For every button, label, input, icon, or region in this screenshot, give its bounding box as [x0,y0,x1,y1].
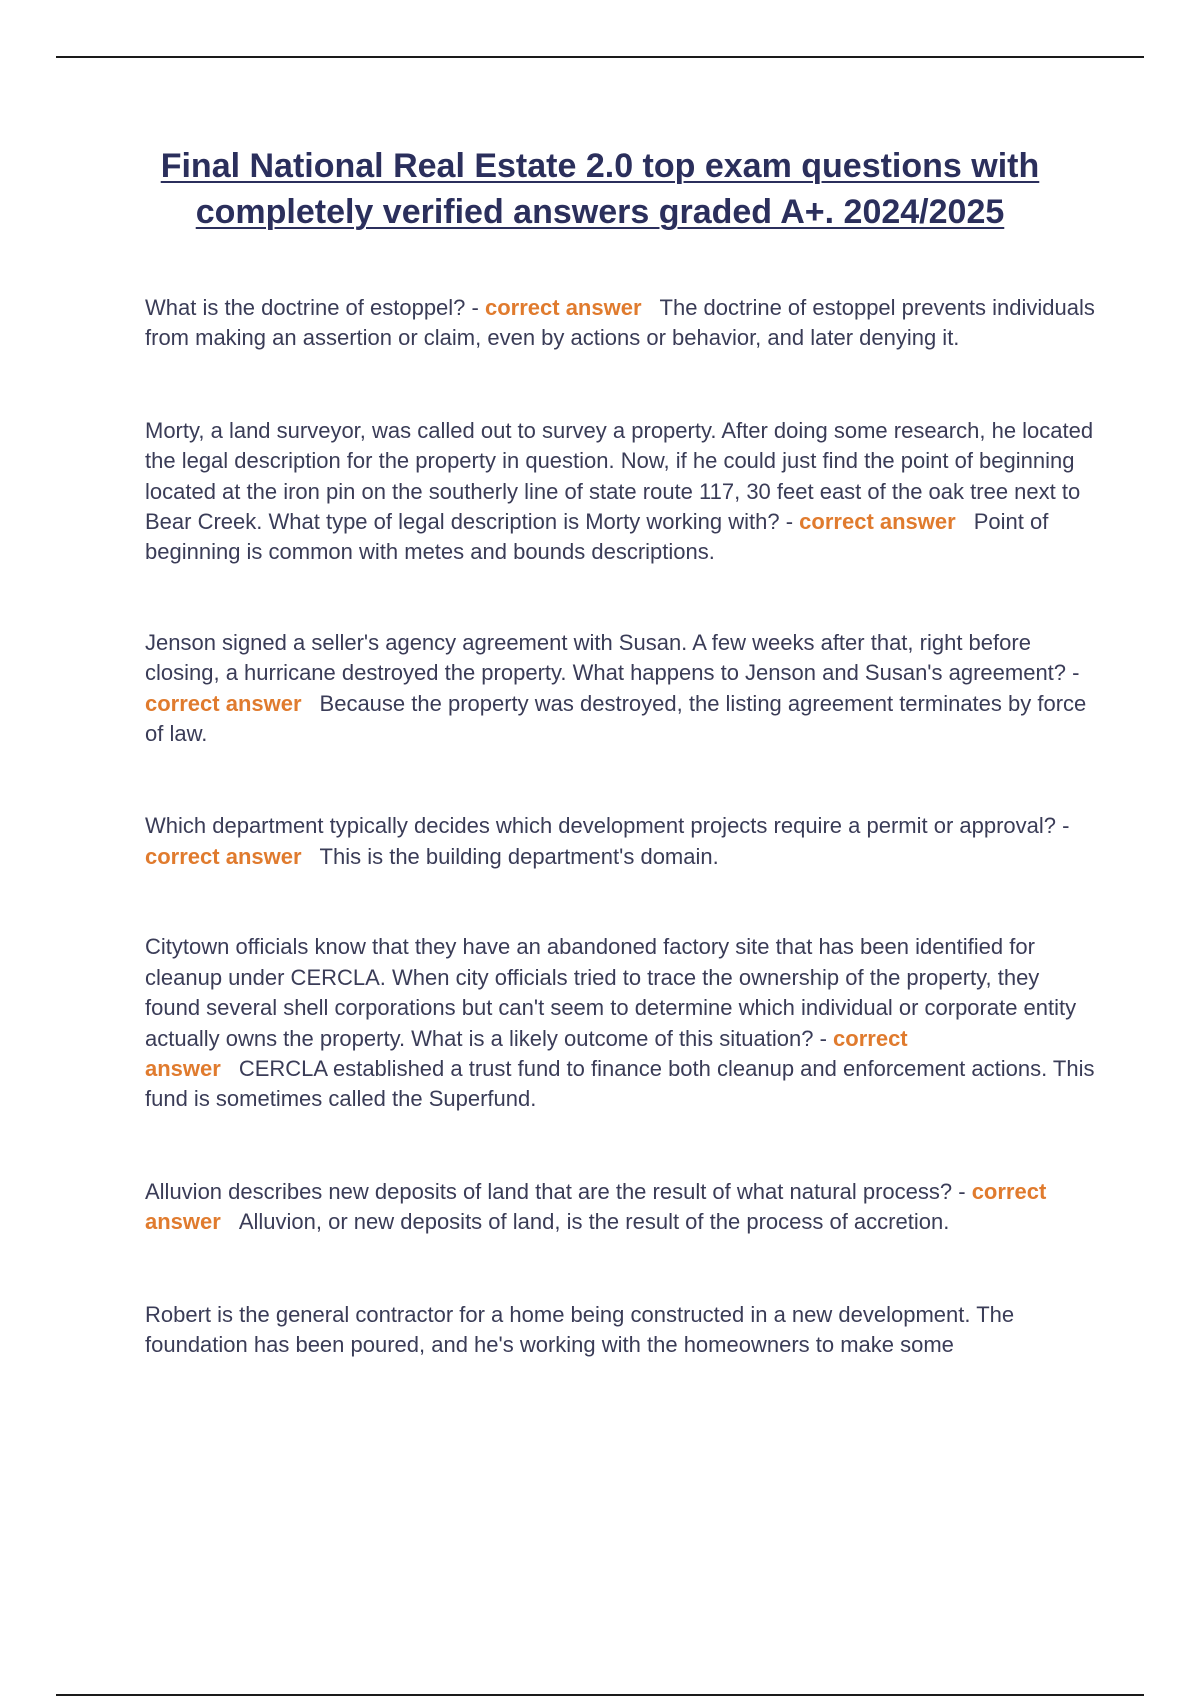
correct-answer-label: correct answer [799,509,956,535]
document-title: Final National Real Estate 2.0 top exam questions with completely verified answers graded A+. 2024/2025 [160,147,1040,231]
separator: - [813,1025,834,1051]
question-text: Morty, a land surveyor, was called out to survey a property. After doing some research, he located the legal description for the property in question. Now, if he could just find the point of beginning located at the iron pin on the southerly line of state route 117, 30 feet east of the oak tree next to Bear Creek. What type of legal description is Morty working with? [145,417,1094,535]
question-text: Citytown officials know that they have an abandoned factory site that has been identified for cleanup under CERCLA. When city officials tried to trace the ownership of the property, they found several shell corporations but can't seem to determine which individual or corporate entity actually owns the property. What is a likely outcome of this situation? [145,934,1077,1051]
correct-answer-label: correct answer [145,1178,1047,1235]
separator: - [1066,660,1080,686]
separator: - [465,295,485,320]
answer-text: This is the building department's domain. [319,843,719,869]
correct-answer-label: correct answer [145,843,302,869]
qa-item [145,1177,1095,1238]
qa-item [145,932,1095,1114]
answer-text: Alluvion, or new deposits of land, is the result of the process of accretion. [238,1209,950,1235]
qa-item [145,628,1095,750]
qa-item [145,811,1095,872]
answer-text: The doctrine of estoppel prevents individuals from making an assertion or claim, even by actions or behavior, and later denying it. [145,295,1095,351]
qa-item [145,293,1095,354]
correct-answer-label: correct answer [484,295,642,320]
correct-answer-label: correct answer [145,690,302,716]
top-rule [56,56,1144,58]
qa-list [145,293,1095,1360]
qa-item [145,416,1095,568]
separator: - [779,509,800,535]
question-text: Alluvion describes new deposits of land that are the result of what natural process? [145,1178,953,1204]
question-text: Robert is the general contractor for a home being constructed in a new development. The foundation has been poured, and he's working with the homeowners to make some [145,1301,1015,1357]
answer-text: CERCLA established a trust fund to finance both cleanup and enforcement actions. This fund is sometimes called the Superfund. [145,1055,1095,1112]
question-text: Which department typically decides which development projects require a permit or approval? [145,813,1057,839]
qa-item [145,1300,1095,1361]
correct-answer-label: correct answer [145,1025,908,1081]
question-text: What is the doctrine of estoppel? [145,295,466,320]
answer-text: Point of beginning is common with metes and bounds descriptions. [145,509,1049,565]
separator: - [1056,813,1070,839]
answer-text: Because the property was destroyed, the listing agreement terminates by force of law. [145,690,1087,747]
bottom-rule [56,1694,1144,1696]
question-text: Jenson signed a seller's agency agreement with Susan. A few weeks after that, right before closing, a hurricane destroyed the property. What happens to Jenson and Susan's agreement? [145,629,1067,686]
separator: - [952,1178,972,1204]
